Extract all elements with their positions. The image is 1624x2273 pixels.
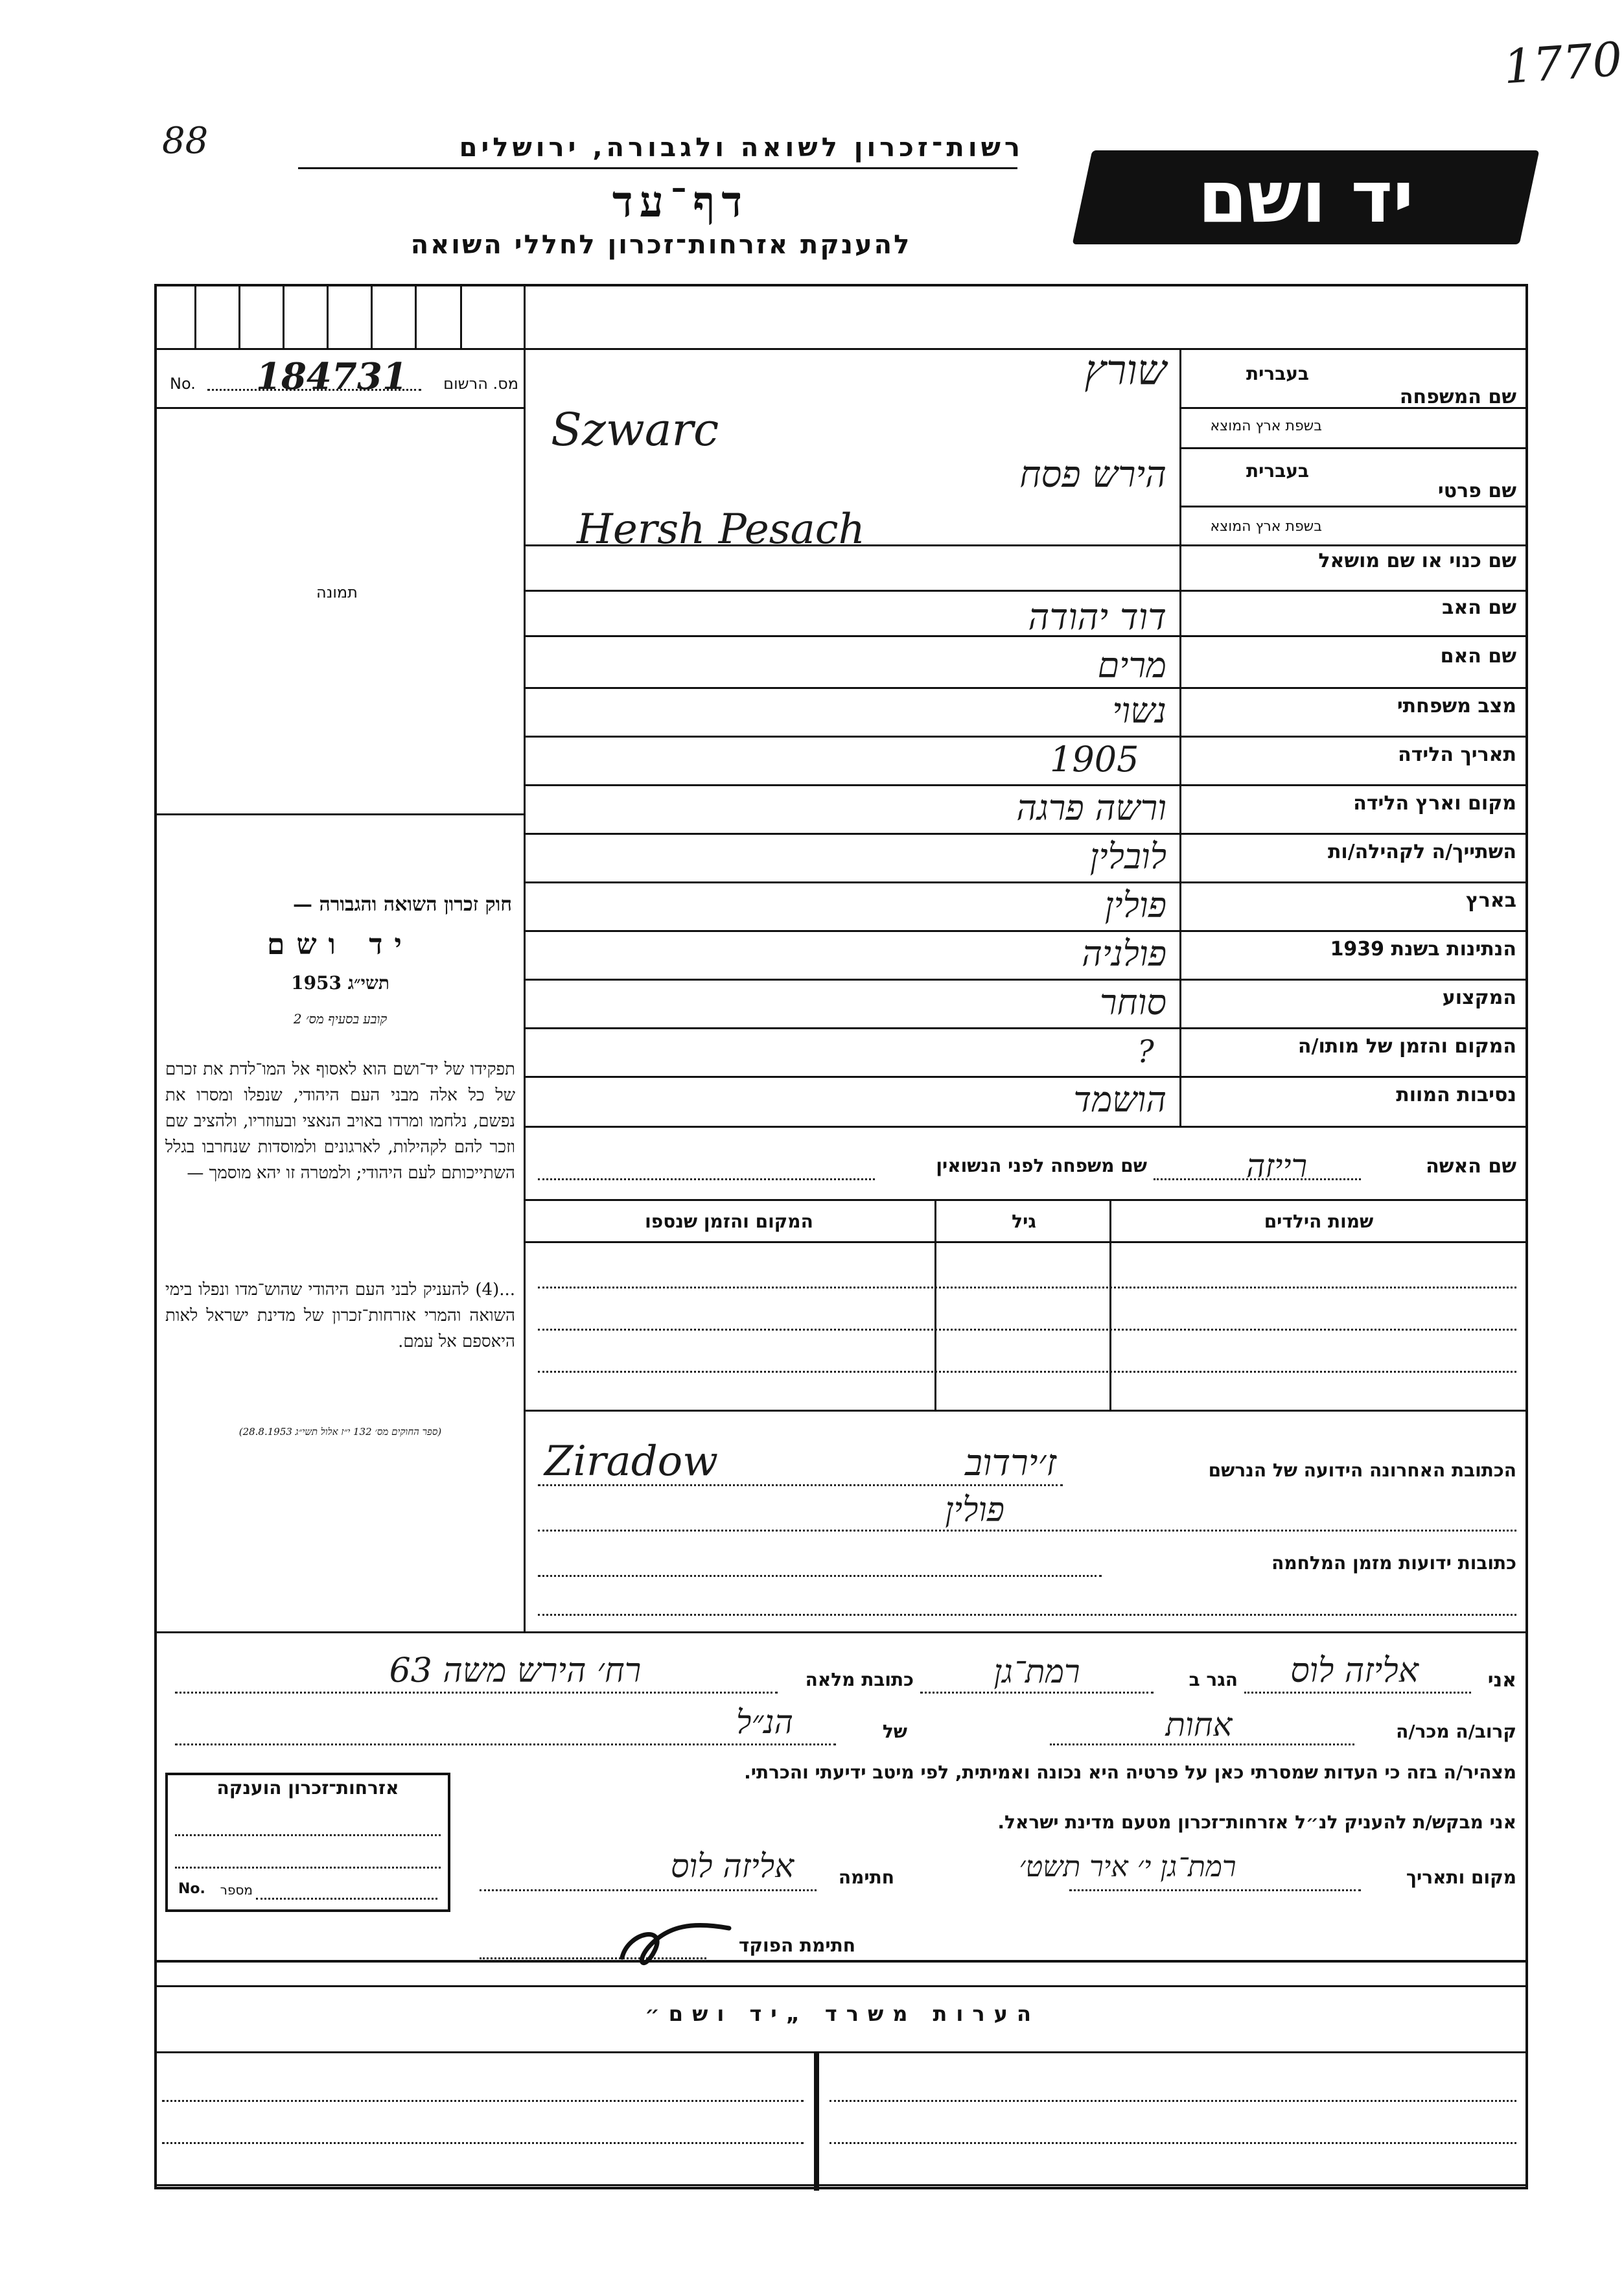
full-address-line (175, 1692, 778, 1694)
wife-maiden-label: שם משפחה לפני הנשואין (936, 1155, 1147, 1176)
declarant-line (1244, 1692, 1471, 1694)
hebrew-label-1: בעברית (1246, 363, 1309, 384)
law-clause: קובע בסעיף מס׳ 2 (293, 1011, 388, 1027)
hebrew-label-2: בעברית (1246, 460, 1309, 482)
address-label: הכתובת האחרונה הידועה של הנרשם (1208, 1460, 1516, 1481)
file-number: 88 (162, 120, 209, 162)
first-name-hebrew: הירש פסח (1019, 454, 1166, 496)
relative-line (1050, 1743, 1354, 1745)
row-line-10 (524, 930, 1528, 932)
row-line-14 (524, 1126, 1528, 1128)
registration-no-label: No. (170, 375, 196, 393)
children-row-2 (538, 1329, 1516, 1331)
row-line-3 (524, 590, 1528, 592)
signature-label: חתימה (838, 1867, 894, 1888)
birthdate-label: תאריך הלידה (1398, 743, 1516, 766)
archive-number: 1770 (1502, 31, 1624, 95)
declarant-value: אליזה לוס (1290, 1651, 1419, 1690)
nationality-label: הנתינות בשנת 1939 (1330, 938, 1516, 961)
row-line-12 (524, 1027, 1528, 1029)
row-line-5 (524, 687, 1528, 689)
tick-2 (238, 284, 240, 348)
death-place-value: ? (1137, 1034, 1154, 1070)
death-place-label: המקום והזמן של מותו/ה (1297, 1035, 1516, 1058)
community-label: השתייך/ה לקהילה/ות (1327, 841, 1516, 863)
children-col-divider-1 (1109, 1199, 1111, 1410)
death-cause-value: הושמד (1073, 1079, 1166, 1120)
logo-text: יד ושם (1198, 156, 1414, 239)
law-paragraph-1: תפקידו של יד־ושם הוא לאסוף אל המו־לדת את זכרם של כל אלה מבני העם היהודי, שנפלו ומסרו את נפשם, נלחמו ומרדו באויב הנאצי ובעוזריו, ולהציב שם וזכר להם לקהילות, לארגונים ולמוסדות שנחרבו בגלל השתייכותם לעם היהודי; ולמטרה זו יהא מוסמך — (165, 1060, 515, 1183)
row-line-2a (1179, 506, 1528, 507)
address-country: פולין (945, 1491, 1004, 1530)
law-paragraph-2: ...(4) להעניק לבני העם היהודי שהוש־מדו ונפלו בימי השואה והמרי אזרחות־זכרון של מדינת ישראל לאות היאספם אל עמם. (165, 1280, 515, 1351)
authority-underline (298, 167, 1017, 169)
row-line-8 (524, 833, 1528, 835)
death-cause-label: נסיבות המוות (1396, 1084, 1516, 1106)
address-latin: Ziradow (544, 1438, 718, 1486)
citizenship-number-line (256, 1898, 437, 1900)
children-header-line (524, 1241, 1528, 1243)
mother-value: מרים (1097, 645, 1166, 686)
citizenship-title: אזרחות־זכרון הוענקה (216, 1777, 399, 1799)
law-source: (ספר החוקים מס׳ 132 י״ז אלול תשי״ג 28.8.1953) (238, 1426, 442, 1438)
first-name-label: שם פרטי (1437, 480, 1516, 502)
registration-row-line (154, 407, 524, 409)
marital-label: מצב משפחתי (1397, 695, 1516, 717)
law-heading: חוק זכרון השואה והגבורה — (293, 893, 512, 916)
tick-3 (283, 284, 284, 348)
tick-5 (371, 284, 373, 348)
form-subtitle: להענקת אזרחות־זכרון לחללי השואה (410, 230, 912, 260)
father-value: דוד יהודה (1028, 596, 1166, 638)
statement-1: מצהיר/ה בזה כי העדות שמסרתי כאן על פרטיה היא נכונה ואמיתית, לפי מיטב ידיעתי והכרתי. (744, 1762, 1516, 1783)
row-line-11 (524, 979, 1528, 981)
children-header-place: המקום והזמן שנספו (645, 1211, 813, 1232)
photo-bottom-line (154, 813, 524, 815)
mother-label: שם האם (1440, 645, 1516, 668)
father-label: שם האב (1442, 596, 1516, 619)
children-header-names: שמות הילדים (1264, 1211, 1374, 1232)
profession-label: המקצוע (1442, 986, 1516, 1009)
tick-8 (524, 284, 526, 348)
of-label: של (882, 1721, 907, 1742)
left-column-divider (524, 348, 526, 1631)
registration-number: 184731 (256, 355, 408, 398)
row-line-13 (524, 1076, 1528, 1078)
declarant-label: אני (1487, 1669, 1516, 1692)
children-header-age: גיל (1012, 1211, 1036, 1232)
top-row-line (154, 348, 1528, 350)
first-name-origin: Hersh Pesach (577, 506, 865, 554)
signature-value: אליזה לוס (670, 1847, 795, 1885)
citizenship-number-label: מספר (220, 1882, 253, 1898)
full-address-value: רח׳ הירש משה 63 (389, 1651, 642, 1690)
family-name-hebrew: שורץ (1084, 347, 1166, 395)
officer-signature-label: חתימת הפוקד (738, 1935, 855, 1956)
war-address-label: כתובות ידועות מזמן המלחמה (1271, 1552, 1516, 1574)
row-line-6 (524, 736, 1528, 738)
wife-row-line (524, 1199, 1528, 1201)
children-col-divider-2 (934, 1199, 936, 1410)
children-row-3 (538, 1371, 1516, 1373)
family-name-label: שם המשפחה (1399, 386, 1516, 408)
law-year: תשי״ג 1953 (291, 972, 389, 994)
place-date-line (1069, 1889, 1361, 1891)
statement-2: אני מבקש/ת להעניק לנ״ל אזרחות־זכרון מטעם מדינת ישראל. (997, 1812, 1516, 1833)
row-line-1 (1179, 447, 1528, 449)
authority-line: רשות־זכרון לשואה ולגבורה, ירושלים (459, 133, 1024, 163)
relative-label: קרוב/ה מכר/ה (1396, 1721, 1516, 1742)
wife-value: רייזה (1246, 1147, 1308, 1185)
nationality-value: פולניה (1082, 933, 1166, 974)
address-hebrew: ז׳ירדוב (965, 1442, 1056, 1484)
profession-value: סוחר (1099, 982, 1166, 1023)
relative-value: אחות (1165, 1706, 1233, 1743)
nickname-label: שם כנוי או שם מושאל (1318, 550, 1516, 572)
form-title: דף־עד (612, 176, 749, 227)
country-label: בארץ (1465, 889, 1516, 912)
registration-label: מס. הרשום (443, 375, 518, 393)
tick-4 (327, 284, 329, 348)
tick-1 (194, 284, 196, 348)
origin-lang-label-1: בשפת ארץ המוצא (1210, 418, 1322, 434)
children-row-1 (538, 1287, 1516, 1288)
wife-label: שם האשה (1426, 1155, 1516, 1178)
citizenship-line-1 (175, 1834, 441, 1836)
full-address-label: כתובת מלאה (805, 1669, 914, 1690)
office-notes-title: הערות משרד „יד ושם״ (645, 2001, 1040, 2026)
war-address-line-1 (538, 1575, 1102, 1577)
address-line-2 (538, 1530, 1516, 1532)
wife-maiden-line (538, 1178, 875, 1180)
war-address-line-2 (538, 1614, 1516, 1616)
row-line-9 (524, 881, 1528, 883)
children-bottom-line (524, 1410, 1528, 1412)
birthplace-label: מקום וארץ הלידה (1353, 792, 1516, 815)
citizenship-line-2 (175, 1867, 441, 1869)
resides-value: רמת־גן (993, 1653, 1080, 1690)
signature-line (480, 1889, 817, 1891)
yad-vashem-logo (1073, 150, 1540, 244)
place-date-value: רמת־גן י׳ איר תשט׳ (1019, 1850, 1236, 1883)
resides-label: הגר ב (1189, 1669, 1238, 1690)
of-value: הנ״ל (736, 1703, 793, 1741)
place-date-label: מקום ותאריך (1406, 1867, 1516, 1888)
office-notes-frame (154, 1963, 1528, 2189)
row-line-7 (524, 784, 1528, 786)
law-name: יד ושם (267, 928, 413, 961)
resides-line (920, 1692, 1154, 1694)
origin-lang-label-2: בשפת ארץ המוצא (1210, 519, 1322, 535)
birthplace-value: ורשה פרגה (1016, 787, 1166, 828)
citizenship-no-label: No. (178, 1881, 205, 1897)
marital-value: נשוי (1112, 690, 1166, 731)
photo-label: תמונה (316, 583, 358, 601)
tick-7 (460, 284, 462, 348)
community-value: לובלין (1089, 836, 1166, 877)
declaration-top-line (154, 1631, 1528, 1633)
of-line (175, 1743, 836, 1745)
family-name-origin: Szwarc (551, 403, 719, 456)
tick-6 (415, 284, 417, 348)
country-value: פולין (1104, 885, 1166, 926)
birthdate-value: 1905 (1050, 739, 1139, 780)
